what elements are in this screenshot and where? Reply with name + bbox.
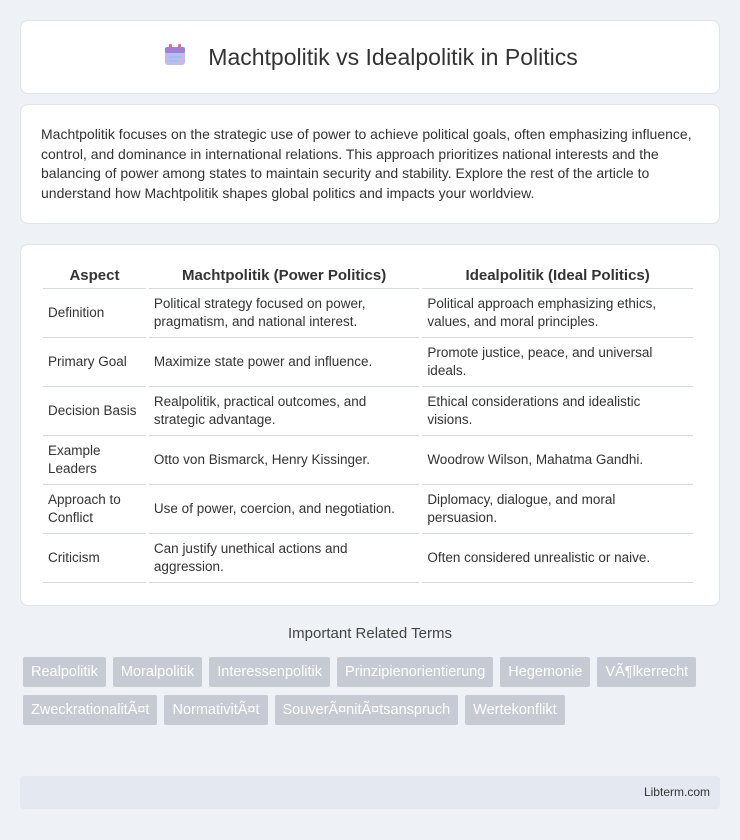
term-tag[interactable]: SouverÃ¤nitÃ¤tsanspruch bbox=[275, 695, 459, 725]
row-machtpolitik: Can justify unethical actions and aggression. bbox=[149, 534, 419, 583]
table-row bbox=[43, 387, 693, 436]
row-idealpolitik: Promote justice, peace, and universal ideals. bbox=[422, 338, 693, 387]
term-tag[interactable]: NormativitÃ¤t bbox=[164, 695, 267, 725]
term-tag[interactable]: Wertekonflikt bbox=[465, 695, 565, 725]
row-idealpolitik: Often considered unrealistic or naive. bbox=[422, 534, 693, 583]
row-aspect: Example Leaders bbox=[43, 436, 146, 485]
term-tag[interactable]: Realpolitik bbox=[23, 657, 106, 687]
row-aspect: Criticism bbox=[43, 534, 146, 583]
row-machtpolitik: Realpolitik, practical outcomes, and strategic advantage. bbox=[149, 387, 419, 436]
term-tag[interactable]: Interessenpolitik bbox=[209, 657, 330, 687]
row-idealpolitik: Political approach emphasizing ethics, values, and moral principles. bbox=[422, 289, 693, 338]
row-aspect: Decision Basis bbox=[43, 387, 146, 436]
table-row bbox=[43, 289, 693, 338]
intro-paragraph: Machtpolitik focuses on the strategic use of power to achieve political goals, often emphasizing influence, control, and dominance in international relations. This approach prioritizes national interests and the balancing of power among states to maintain security and stability. Explore the rest of the article to understand how Machtpolitik shapes global politics and impacts your worldview. bbox=[41, 126, 692, 201]
term-tag[interactable]: ZweckrationalitÃ¤t bbox=[23, 695, 157, 725]
row-machtpolitik: Maximize state power and influence. bbox=[149, 338, 419, 387]
term-tag[interactable]: Prinzipienorientierung bbox=[337, 657, 493, 687]
intro-card bbox=[20, 104, 720, 224]
row-idealpolitik: Ethical considerations and idealistic visions. bbox=[422, 387, 693, 436]
calendar-icon bbox=[162, 42, 188, 73]
row-machtpolitik: Use of power, coercion, and negotiation. bbox=[149, 485, 419, 534]
row-aspect: Primary Goal bbox=[43, 338, 146, 387]
row-aspect: Definition bbox=[43, 289, 146, 338]
column-header-idealpolitik: Idealpolitik (Ideal Politics) bbox=[422, 265, 693, 289]
term-tag[interactable]: Moralpolitik bbox=[113, 657, 202, 687]
row-idealpolitik: Diplomacy, dialogue, and moral persuasion. bbox=[422, 485, 693, 534]
row-aspect: Approach to Conflict bbox=[43, 485, 146, 534]
page-title: Machtpolitik vs Idealpolitik in Politics bbox=[208, 43, 578, 70]
footer-site-link[interactable]: Libterm.com bbox=[643, 785, 710, 799]
column-header-machtpolitik: Machtpolitik (Power Politics) bbox=[149, 265, 419, 289]
table-row bbox=[43, 436, 693, 485]
header-card bbox=[20, 20, 720, 94]
term-tag[interactable]: VÃ¶lkerrecht bbox=[597, 657, 696, 687]
column-header-aspect: Aspect bbox=[43, 265, 146, 289]
table-row bbox=[43, 485, 693, 534]
comparison-table bbox=[40, 265, 696, 583]
term-tag[interactable]: Hegemonie bbox=[500, 657, 590, 687]
comparison-card bbox=[20, 244, 720, 606]
footer bbox=[20, 776, 720, 809]
related-terms-list bbox=[23, 657, 723, 725]
table-row bbox=[43, 338, 693, 387]
table-row bbox=[43, 534, 693, 583]
table-header-row bbox=[43, 265, 693, 289]
related-terms-title: Important Related Terms bbox=[288, 625, 452, 642]
row-idealpolitik: Woodrow Wilson, Mahatma Gandhi. bbox=[422, 436, 693, 485]
row-machtpolitik: Otto von Bismarck, Henry Kissinger. bbox=[149, 436, 419, 485]
row-machtpolitik: Political strategy focused on power, pragmatism, and national interest. bbox=[149, 289, 419, 338]
